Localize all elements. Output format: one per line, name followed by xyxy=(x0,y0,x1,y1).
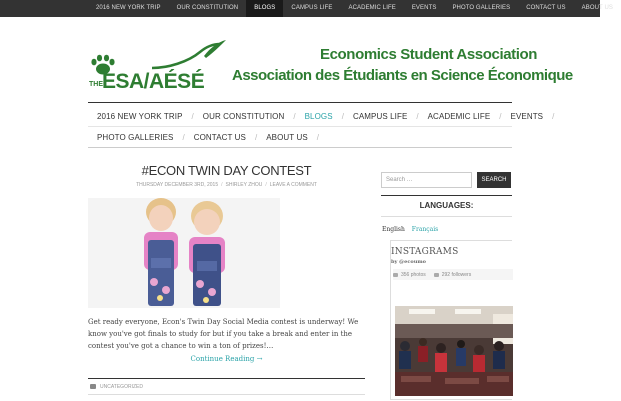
top-menu-item-academic-life[interactable]: ACADEMIC LIFE xyxy=(348,5,396,11)
nav-separator: / xyxy=(499,112,502,121)
instagram-handle[interactable]: by @ecoumo xyxy=(391,259,426,265)
site-logo[interactable] xyxy=(88,34,228,94)
nav-item-contact-us[interactable]: CONTACT US xyxy=(193,133,246,142)
twins-photo xyxy=(88,198,280,308)
top-menu-item-campus-life[interactable]: CAMPUS LIFE xyxy=(291,5,333,11)
instagram-photo[interactable] xyxy=(395,306,513,396)
followers-count: 292 followers xyxy=(441,271,472,278)
photos-stat xyxy=(393,272,426,278)
nav-item-new-york-trip[interactable]: 2016 NEW YORK TRIP xyxy=(97,112,183,121)
post-date: THURSDAY DECEMBER 3RD, 2015 xyxy=(136,182,219,188)
instagram-widget xyxy=(390,240,512,400)
nav-item-campus-life[interactable]: CAMPUS LIFE xyxy=(352,112,408,121)
language-french[interactable]: Français xyxy=(411,226,439,233)
top-menu-item-photo-galleries[interactable]: PHOTO GALLERIES xyxy=(452,5,511,11)
top-menu-item-new-york-trip[interactable]: 2016 NEW YORK TRIP xyxy=(96,5,161,11)
nav-item-photo-galleries[interactable]: PHOTO GALLERIES xyxy=(97,133,174,142)
site-subtitle: Association des Étudiants en Science Économique xyxy=(232,67,573,84)
search-input[interactable]: Search … xyxy=(381,172,472,188)
photos-count: 356 photos xyxy=(401,271,426,278)
top-menu-item-constitution[interactable]: OUR CONSTITUTION xyxy=(176,5,239,11)
nav-item-blogs[interactable]: BLOGS xyxy=(304,112,333,121)
main-nav-row xyxy=(88,127,319,148)
swoosh-icon xyxy=(148,38,228,72)
followers-stat xyxy=(434,272,471,278)
leave-comment-link[interactable]: LEAVE A COMMENT xyxy=(269,182,317,188)
nav-item-events[interactable]: EVENTS xyxy=(510,112,544,121)
nav-item-about-us[interactable]: ABOUT US xyxy=(266,133,308,142)
nav-separator: / xyxy=(182,133,185,142)
main-nav-row xyxy=(88,106,554,127)
nav-separator: / xyxy=(255,133,258,142)
nav-item-constitution[interactable]: OUR CONSTITUTION xyxy=(202,112,285,121)
meta-separator: / xyxy=(221,182,223,188)
instagram-stats xyxy=(393,269,513,280)
nav-separator: / xyxy=(416,112,419,121)
language-english[interactable]: English xyxy=(382,226,405,233)
logo-text: ESA/AÉSÉ xyxy=(102,70,205,93)
post-excerpt: Get ready everyone, Econ's Twin Day Social Media contest is underway! We know you've got finals to study for but if you take a break and enter in the contest you've got a chance to win a ton of prizes!… xyxy=(88,318,359,350)
top-menu-item-blogs[interactable]: BLOGS xyxy=(246,0,283,17)
nav-separator: / xyxy=(341,112,344,121)
instagram-title: INSTAGRAMS xyxy=(391,247,459,257)
search-button[interactable]: SEARCH xyxy=(477,172,511,188)
camera-icon xyxy=(393,273,398,277)
post-featured-image[interactable] xyxy=(88,198,280,308)
post-title[interactable]: #ECON TWIN DAY CONTEST xyxy=(141,163,312,178)
nav-item-academic-life[interactable]: ACADEMIC LIFE xyxy=(427,112,491,121)
top-menu xyxy=(88,0,621,17)
nav-separator: / xyxy=(293,112,296,121)
post-footer xyxy=(88,378,365,395)
site-header xyxy=(88,32,573,100)
top-menu-bar xyxy=(0,0,614,17)
language-switcher xyxy=(382,226,438,233)
logo-the: THE xyxy=(89,81,103,88)
top-menu-item-events[interactable]: EVENTS xyxy=(411,5,437,11)
nav-separator: / xyxy=(191,112,194,121)
languages-heading: LANGUAGES: xyxy=(381,195,512,217)
meta-separator: / xyxy=(265,182,267,188)
post-category-link[interactable]: UNCATEGORIZED xyxy=(100,383,143,390)
main-navigation xyxy=(88,102,555,148)
continue-reading-link[interactable]: Continue Reading → xyxy=(190,355,263,363)
classroom-photo xyxy=(395,306,513,396)
folder-icon xyxy=(90,384,96,389)
nav-separator: / xyxy=(316,133,320,142)
top-menu-item-contact-us[interactable]: CONTACT US xyxy=(526,5,566,11)
site-title: Economics Student Association xyxy=(320,46,538,63)
nav-separator: / xyxy=(552,112,555,121)
post-meta xyxy=(88,182,365,188)
top-menu-item-about-us[interactable]: ABOUT US xyxy=(581,5,614,11)
people-icon xyxy=(434,273,439,277)
post-author[interactable]: SHIRLEY ZHOU xyxy=(225,182,263,188)
